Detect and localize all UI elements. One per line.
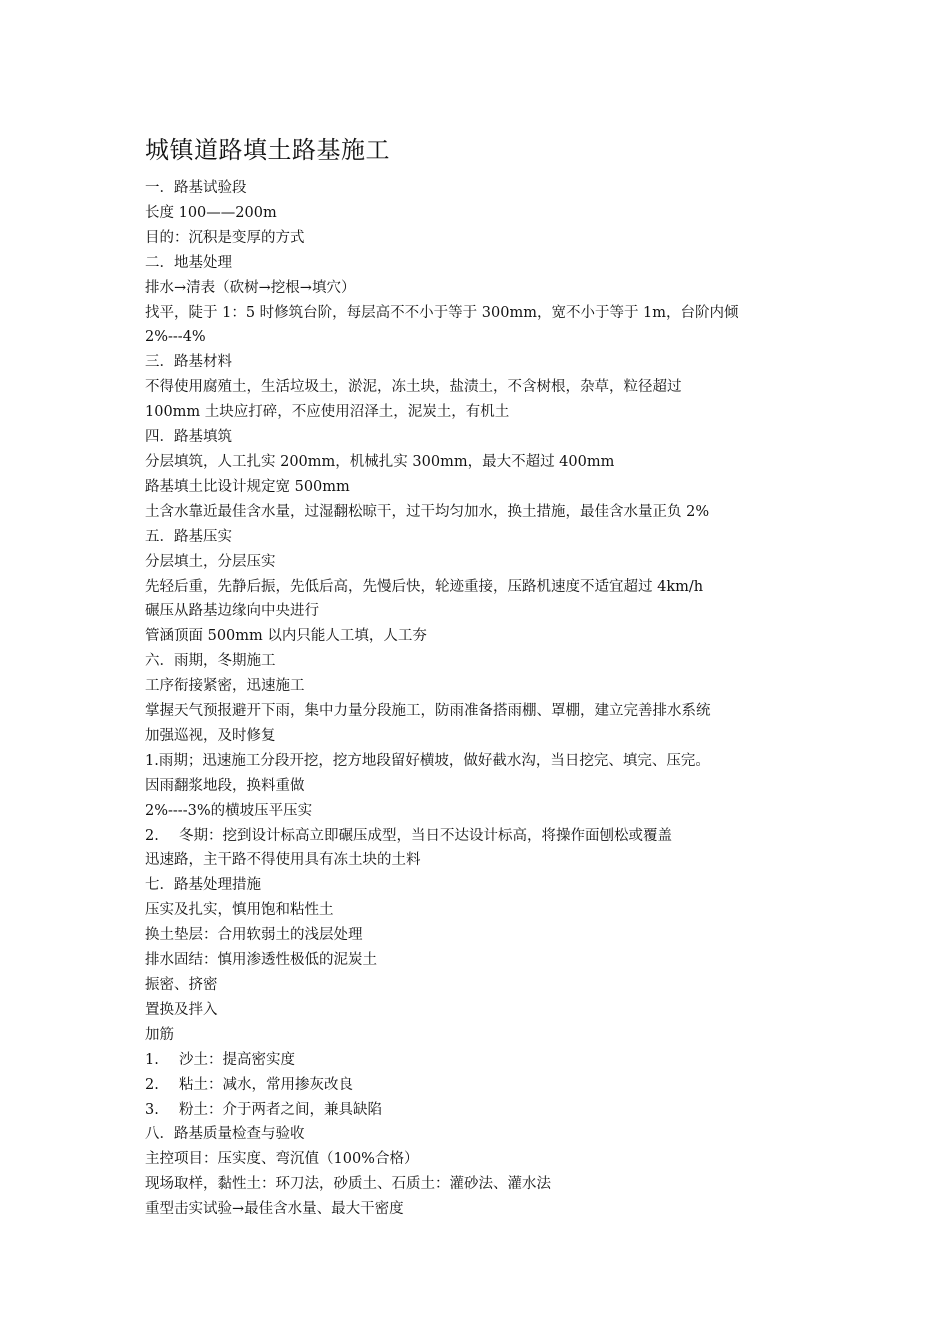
text-line [145, 799, 825, 824]
line-text: 七．路基处理措施 [145, 877, 261, 894]
line-text: 不得使用腐殖土，生活垃圾土，淤泥，冻土块，盐渍土，不含树根，杂草，粒径超过 [145, 379, 682, 396]
line-text: 掌握天气预报避开下雨，集中力量分段施工，防雨准备搭雨棚、罩棚，建立完善排水系统 [145, 703, 711, 720]
text-line [145, 176, 825, 201]
text-line [145, 923, 825, 948]
line-text: 加筋 [145, 1026, 174, 1043]
line-text: 排水→清表（砍树→挖根→填穴） [145, 279, 356, 296]
line-text: 目的：沉积是变厚的方式 [145, 229, 305, 246]
text-line [145, 251, 825, 276]
text-line [145, 201, 825, 226]
text-line [145, 674, 825, 699]
document-body [145, 176, 825, 1222]
line-text: 冬期：挖到设计标高立即碾压成型，当日不达设计标高，将操作面刨松或覆盖 [179, 827, 672, 844]
text-line [145, 375, 825, 400]
text-line [145, 1122, 825, 1147]
line-text: 现场取样，黏性土：环刀法，砂质土、石质土：灌砂法、灌水法 [145, 1176, 551, 1193]
text-line [145, 898, 825, 923]
list-number: 2. [145, 1076, 159, 1093]
document-page [145, 130, 825, 1222]
line-text: 分层填土，分层压实 [145, 553, 276, 570]
line-text: 主控项目：压实度、弯沉值（100%合格） [145, 1151, 419, 1168]
text-line [145, 1147, 825, 1172]
line-text: 碾压从路基边缘向中央进行 [145, 603, 319, 620]
line-text: 置换及拌入 [145, 1001, 218, 1018]
text-line [145, 276, 825, 301]
line-text: 四．路基填筑 [145, 429, 232, 446]
text-line [145, 325, 825, 350]
line-text: 六．雨期，冬期施工 [145, 653, 276, 670]
text-line [145, 824, 825, 849]
line-text: 换土垫层：合用软弱土的浅层处理 [145, 927, 363, 944]
text-line [145, 1073, 825, 1098]
list-number: 1. [145, 1051, 159, 1068]
line-text: 2%---4% [145, 329, 206, 346]
line-text: 八．路基质量检查与验收 [145, 1126, 305, 1143]
line-text: 三．路基材料 [145, 354, 232, 371]
text-line [145, 350, 825, 375]
list-number: 2. [145, 827, 159, 844]
text-line [145, 525, 825, 550]
line-text: 长度 100——200m [145, 204, 277, 221]
line-text: 工序衔接紧密，迅速施工 [145, 678, 305, 695]
text-line [145, 226, 825, 251]
text-line [145, 500, 825, 525]
line-text: 振密、挤密 [145, 977, 218, 993]
text-line [145, 1098, 825, 1123]
line-text: 粘土：减水，常用掺灰改良 [179, 1076, 353, 1093]
text-line [145, 425, 825, 450]
text-line [145, 649, 825, 674]
text-line [145, 599, 825, 624]
line-text: 1.雨期；迅速施工分段开挖，挖方地段留好横坡，做好截水沟，当日挖完、填完、压完。 [145, 752, 710, 769]
line-text: 路基填土比设计规定宽 500mm [145, 478, 350, 495]
document-title: 城镇道路填土路基施工 [145, 136, 390, 164]
line-text: 先轻后重，先静后振，先低后高，先慢后快，轮迹重接，压路机速度不适宜超过 4km/h [145, 578, 704, 595]
text-line [145, 550, 825, 575]
line-text: 因雨翻浆地段，换料重做 [145, 777, 305, 794]
line-text: 迅速路，主干路不得使用具有冻土块的土料 [145, 852, 421, 869]
text-line [145, 450, 825, 475]
text-line [145, 848, 825, 873]
list-number: 3. [145, 1101, 159, 1118]
line-text: 找平，陡于 1：5 时修筑台阶，每层高不不小于等于 300mm，宽不小于等于 1m，台阶内倾 [145, 304, 739, 321]
line-text: 压实及扎实，慎用饱和粘性土 [145, 902, 334, 919]
text-line [145, 948, 825, 973]
text-line [145, 724, 825, 749]
text-line [145, 475, 825, 500]
line-text: 五．路基压实 [145, 528, 232, 545]
text-line [145, 1048, 825, 1073]
line-text: 粉土：介于两者之间，兼具缺陷 [179, 1101, 382, 1118]
line-text: 分层填筑，人工扎实 200mm，机械扎实 300mm，最大不超过 400mm [145, 453, 615, 470]
line-text: 100mm 土块应打碎，不应使用沼泽土，泥炭土，有机土 [145, 404, 510, 421]
text-line [145, 1172, 825, 1197]
line-text: 加强巡视，及时修复 [145, 727, 276, 744]
line-text: 土含水靠近最佳含水量，过湿翻松晾干，过干均匀加水，换土措施，最佳含水量正负 2% [145, 503, 710, 520]
text-line [145, 699, 825, 724]
line-text: 一．路基试验段 [145, 180, 247, 196]
text-line [145, 624, 825, 649]
text-line [145, 301, 825, 326]
text-line [145, 998, 825, 1023]
text-line [145, 1197, 825, 1222]
line-text: 二．地基处理 [145, 254, 232, 271]
text-line [145, 873, 825, 898]
text-line [145, 774, 825, 799]
text-line [145, 973, 825, 998]
line-text: 管涵顶面 500mm 以内只能人工填，人工夯 [145, 628, 427, 645]
text-line [145, 575, 825, 600]
line-text: 排水固结：慎用渗透性极低的泥炭土 [145, 952, 377, 969]
line-text: 重型击实试验→最佳含水量、最大干密度 [145, 1201, 404, 1218]
text-line [145, 1023, 825, 1048]
line-text: 2%----3%的横坡压平压实 [145, 802, 313, 819]
line-text: 沙土：提高密实度 [179, 1051, 295, 1068]
text-line [145, 400, 825, 425]
text-line [145, 749, 825, 774]
